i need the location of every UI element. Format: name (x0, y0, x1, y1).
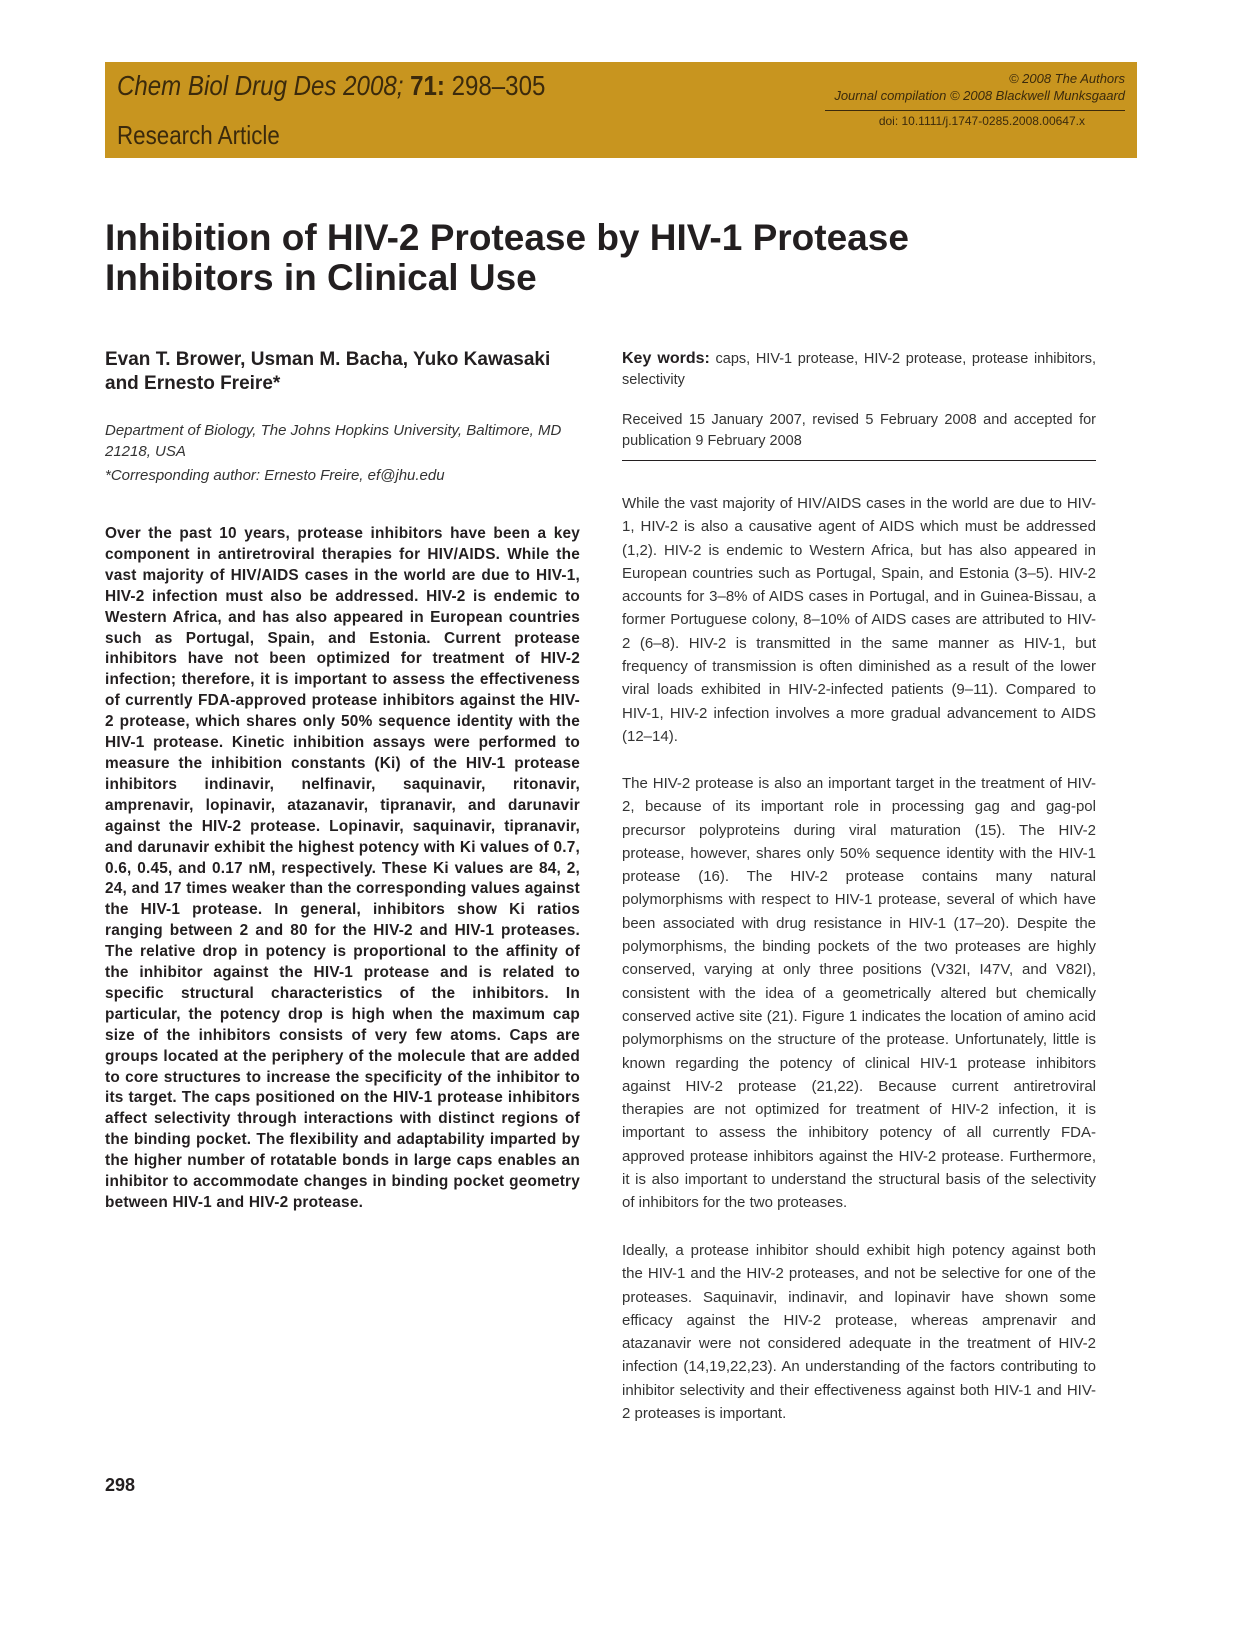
authors: Evan T. Brower, Usman M. Bacha, Yuko Kawasaki and Ernesto Freire* (105, 349, 551, 394)
journal-citation (117, 70, 545, 102)
keywords (622, 348, 1096, 391)
journal-header-band (105, 62, 1137, 158)
body-paragraph-1: While the vast majority of HIV/AIDS cases in the world are due to HIV-1, HIV-2 is also a causative agent of AIDS which must be addressed (1,2). HIV-2 is endemic to Western Africa, but has also appeared in European countries such as Portugal, Spain, and Estonia (3–5). HIV-2 accounts for 3–8% of AIDS cases in Portugal, and in Guinea-Bissau, a former Portuguese colony, 8–10% of AIDS cases are attributed to HIV-2 (6–8). HIV-2 is transmitted in the same manner as HIV-1, but frequency of transmission is often diminished as a result of the lower viral loads exhibited in HIV-2-infected patients (9–11). Compared to HIV-1, HIV-2 infection involves a more gradual advancement to AIDS (12–14). (622, 495, 1096, 745)
received-dates: Received 15 January 2007, revised 5 February 2008 and accepted for publication 9 February 2008 (622, 412, 1096, 449)
copyright-authors: © 2008 The Authors (1008, 71, 1125, 86)
journal-volume: 71: (410, 70, 445, 101)
journal-pages: 298–305 (451, 70, 546, 101)
copyright-block (795, 70, 1125, 104)
doi[interactable]: doi: 10.1111/j.1747-0285.2008.00647.x (878, 114, 1085, 128)
affiliation: Department of Biology, The Johns Hopkins University, Baltimore, MD 21218, USA (105, 422, 562, 460)
body-paragraph-2: The HIV-2 protease is also an important target in the treatment of HIV-2, because of its important role in processing gag and gag-pol precursor polyproteins during viral maturation (15). The HIV-2 protease, however, shares only 50% sequence identity with the HIV-1 protease (16). The HIV-2 protease contains many natural polymorphisms with respect to HIV-1 protease, several of which have been associated with drug resistance in HIV-1 (17–20). Despite the polymorphisms, the binding pockets of the two proteases are highly conserved, varying at only three positions (V32I, I47V, and V82I), consistent with the idea of a geometrically altered but chemically conserved active site (21). Figure 1 indicates the location of amino acid polymorphisms on the structure of the protease. Unfortunately, little is known regarding the potency of clinical HIV-1 protease inhibitors against HIV-2 protease (21,22). Because current antiretroviral therapies are not optimized for treatment of HIV-2 infection, it is important to assess the inhibitory potency of all currently FDA-approved protease inhibitors against the HIV-2 protease. Furthermore, it is also important to understand the structural basis of the selectivity of inhibitors for the two proteases. (622, 775, 1096, 1212)
section-divider (622, 460, 1096, 461)
corresponding-author[interactable]: *Corresponding author: Ernesto Freire, ef@jhu.edu (105, 467, 445, 484)
copyright-compilation: Journal compilation © 2008 Blackwell Munksgaard (834, 88, 1125, 103)
journal-name: Chem Biol Drug Des 2008; (117, 70, 404, 101)
keywords-label: Key words: (622, 350, 710, 367)
doi-divider (825, 110, 1125, 111)
abstract: Over the past 10 years, protease inhibitors have been a key component in antiretroviral therapies for HIV/AIDS. While the vast majority of HIV/AIDS cases in the world are due to HIV-1, HIV-2 infection must also be addressed. HIV-2 is endemic to Western Africa, and has also appeared in European countries such as Portugal, Spain, and Estonia. Current protease inhibitors have not been optimized for treatment of HIV-2 infection; therefore, it is important to assess the effectiveness of currently FDA-approved protease inhibitors against the HIV-2 protease, which shares only 50% sequence identity with the HIV-1 protease. Kinetic inhibition assays were performed to measure the inhibition constants (Ki) of the HIV-1 protease inhibitors indinavir, nelfinavir, saquinavir, ritonavir, amprenavir, lopinavir, atazanavir, tipranavir, and darunavir against the HIV-2 protease. Lopinavir, saquinavir, tipranavir, and darunavir exhibit the highest potency with Ki values of 0.7, 0.6, 0.45, and 0.17 nM, respectively. These Ki values are 84, 2, 24, and 17 times weaker than the corresponding values against the HIV-1 protease. In general, inhibitors show Ki ratios ranging between 2 and 80 for the HIV-2 and HIV-1 proteases. The relative drop in potency is proportional to the affinity of the inhibitor against the HIV-1 protease and is related to specific structural characteristics of the inhibitors. In particular, the potency drop is high when the maximum cap size of the inhibitors consists of very few atoms. Caps are groups located at the periphery of the molecule that are added to core structures to increase the specificity of the inhibitor to its target. The caps positioned on the HIV-1 protease inhibitors affect selectivity through interactions with distinct regions of the binding pocket. The flexibility and adaptability imparted by the higher number of rotatable bonds in large caps enables an inhibitor to accommodate changes in binding pocket geometry between HIV-1 and HIV-2 protease. (105, 525, 580, 1211)
keywords-list: caps, HIV-1 protease, HIV-2 protease, protease inhibitors, selectivity (622, 351, 1097, 388)
body-paragraph-3: Ideally, a protease inhibitor should exhibit high potency against both the HIV-1 and the HIV-2 proteases, and not be selective for one of the proteases. Saquinavir, indinavir, and lopinavir have shown some efficacy against the HIV-2 protease, whereas amprenavir and atazanavir were not considered adequate in the treatment of HIV-2 infection (14,19,22,23). An understanding of the factors contributing to inhibitor selectivity and their effectiveness against both HIV-1 and HIV-2 proteases is important. (622, 1242, 1096, 1423)
article-title: Inhibition of HIV-2 Protease by HIV-1 Protease Inhibitors in Clinical Use (105, 217, 909, 298)
page-number: 298 (105, 1475, 136, 1495)
article-type: Research Article (117, 120, 280, 150)
